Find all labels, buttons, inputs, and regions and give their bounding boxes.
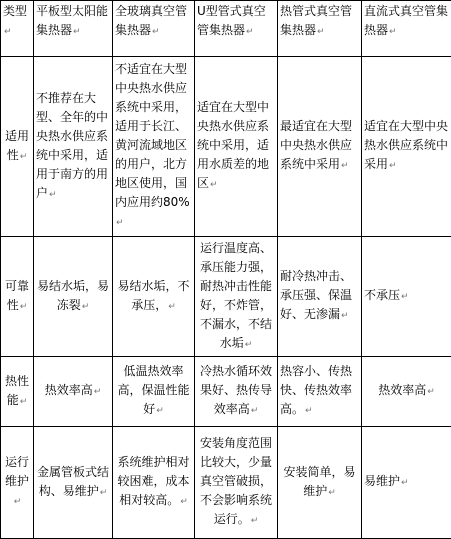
paragraph-mark-icon: ↵	[180, 497, 188, 507]
cell-direct-maintenance: 易维护↵	[362, 427, 451, 539]
cell-utube-applicability: 适宜在大型中央热水供应系统中采用，适用水质差的地区↵	[195, 57, 278, 237]
paragraph-mark-icon: ↵	[100, 488, 108, 498]
paragraph-mark-icon: ↵	[389, 161, 397, 171]
paragraph-mark-icon: ↵	[20, 302, 28, 312]
row-label-applicability: 适用性↵	[1, 57, 34, 237]
paragraph-mark-icon: ↵	[210, 180, 218, 190]
cell-glass-maintenance: 系统维护相对较困难，成本相对较高。↵	[113, 427, 195, 539]
paragraph-mark-icon: ↵	[156, 406, 164, 416]
cell-flat-applicability: 不推荐在大型、全年的中央热水供应系统中采用，适用于南方的用户↵	[34, 57, 113, 237]
paragraph-mark-icon: ↵	[251, 406, 259, 416]
paragraph-mark-icon: ↵	[305, 406, 313, 416]
paragraph-mark-icon: ↵	[168, 302, 176, 312]
cell-heatpipe-applicability: 最适宜在大型中央热水供应系统中采用↵	[278, 57, 362, 237]
table-row	[1, 357, 451, 427]
row-label-reliability: 可靠性↵	[1, 237, 34, 357]
header-type: 类型↵	[1, 1, 34, 57]
cell-heatpipe-reliability: 耐冷热冲击、承压强、保温好、无渗漏↵	[278, 237, 362, 357]
table-row	[1, 57, 451, 237]
paragraph-mark-icon: ↵	[20, 397, 28, 407]
paragraph-mark-icon: ↵	[94, 387, 102, 397]
header-glass: 全玻璃真空管集热器↵	[113, 1, 195, 57]
paragraph-mark-icon: ↵	[341, 311, 349, 321]
cell-flat-maintenance: 金属管板式结构、易维护↵	[34, 427, 113, 539]
header-flat: 平板型太阳能集热器↵	[34, 1, 113, 57]
header-heatpipe: 热管式真空管集热器↵	[278, 1, 362, 57]
paragraph-mark-icon: ↵	[245, 340, 253, 350]
header-direct: 直流式真空管集热器↵	[362, 1, 451, 57]
row-label-maintenance: 运行维护↵	[1, 427, 34, 539]
paragraph-mark-icon: ↵	[341, 161, 349, 171]
paragraph-mark-icon: ↵	[251, 516, 259, 526]
header-utube: U型管式真空管集热器↵	[195, 1, 278, 57]
cell-flat-thermal: 热效率高↵	[34, 357, 113, 427]
paragraph-mark-icon: ↵	[401, 478, 409, 488]
paragraph-mark-icon: ↵	[389, 27, 397, 37]
paragraph-mark-icon: ↵	[427, 387, 435, 397]
paragraph-mark-icon: ↵	[20, 152, 28, 162]
paragraph-mark-icon: ↵	[317, 27, 325, 37]
paragraph-mark-icon: ↵	[49, 190, 57, 200]
paragraph-mark-icon: ↵	[328, 488, 336, 498]
row-label-thermal: 热性能↵	[1, 357, 34, 427]
cell-utube-maintenance: 安装角度范围比较大，少量真空管破损，不会影响系统运行。↵	[195, 427, 278, 539]
paragraph-mark-icon: ↵	[246, 27, 254, 37]
paragraph-mark-icon: ↵	[14, 497, 22, 507]
paragraph-mark-icon: ↵	[116, 218, 124, 228]
cell-glass-reliability: 易结水垢，不承压，↵	[113, 237, 195, 357]
paragraph-mark-icon: ↵	[152, 27, 160, 37]
paragraph-mark-icon: ↵	[82, 302, 90, 312]
cell-direct-reliability: 不承压↵	[362, 237, 451, 357]
cell-glass-applicability: 不适宜在大型中央热水供应系统中采用，适用于长江、黄河流域地区的用户，北方地区使用，国内应用约80%↵	[113, 57, 195, 237]
paragraph-mark-icon: ↵	[401, 292, 409, 302]
cell-heatpipe-thermal: 热容小、传热快、传热效率高。↵	[278, 357, 362, 427]
cell-glass-thermal: 低温热效率高，保温性能好↵	[113, 357, 195, 427]
header-row	[1, 1, 451, 57]
cell-direct-applicability: 适宜在大型中央热水供应系统中采用↵	[362, 57, 451, 237]
cell-utube-reliability: 运行温度高、承压能力强，耐热冲击性能好，不炸管，不漏水，不结水垢↵	[195, 237, 278, 357]
cell-heatpipe-maintenance: 安装简单，易维护↵	[278, 427, 362, 539]
cell-flat-reliability: 易结水垢，易冻裂↵	[34, 237, 113, 357]
table-row	[1, 237, 451, 357]
paragraph-mark-icon: ↵	[4, 27, 12, 37]
cell-utube-thermal: 冷热水循环效果好、热传导效率高↵	[195, 357, 278, 427]
table-row	[1, 427, 451, 539]
cell-direct-thermal: 热效率高↵	[362, 357, 451, 427]
paragraph-mark-icon: ↵	[73, 27, 81, 37]
